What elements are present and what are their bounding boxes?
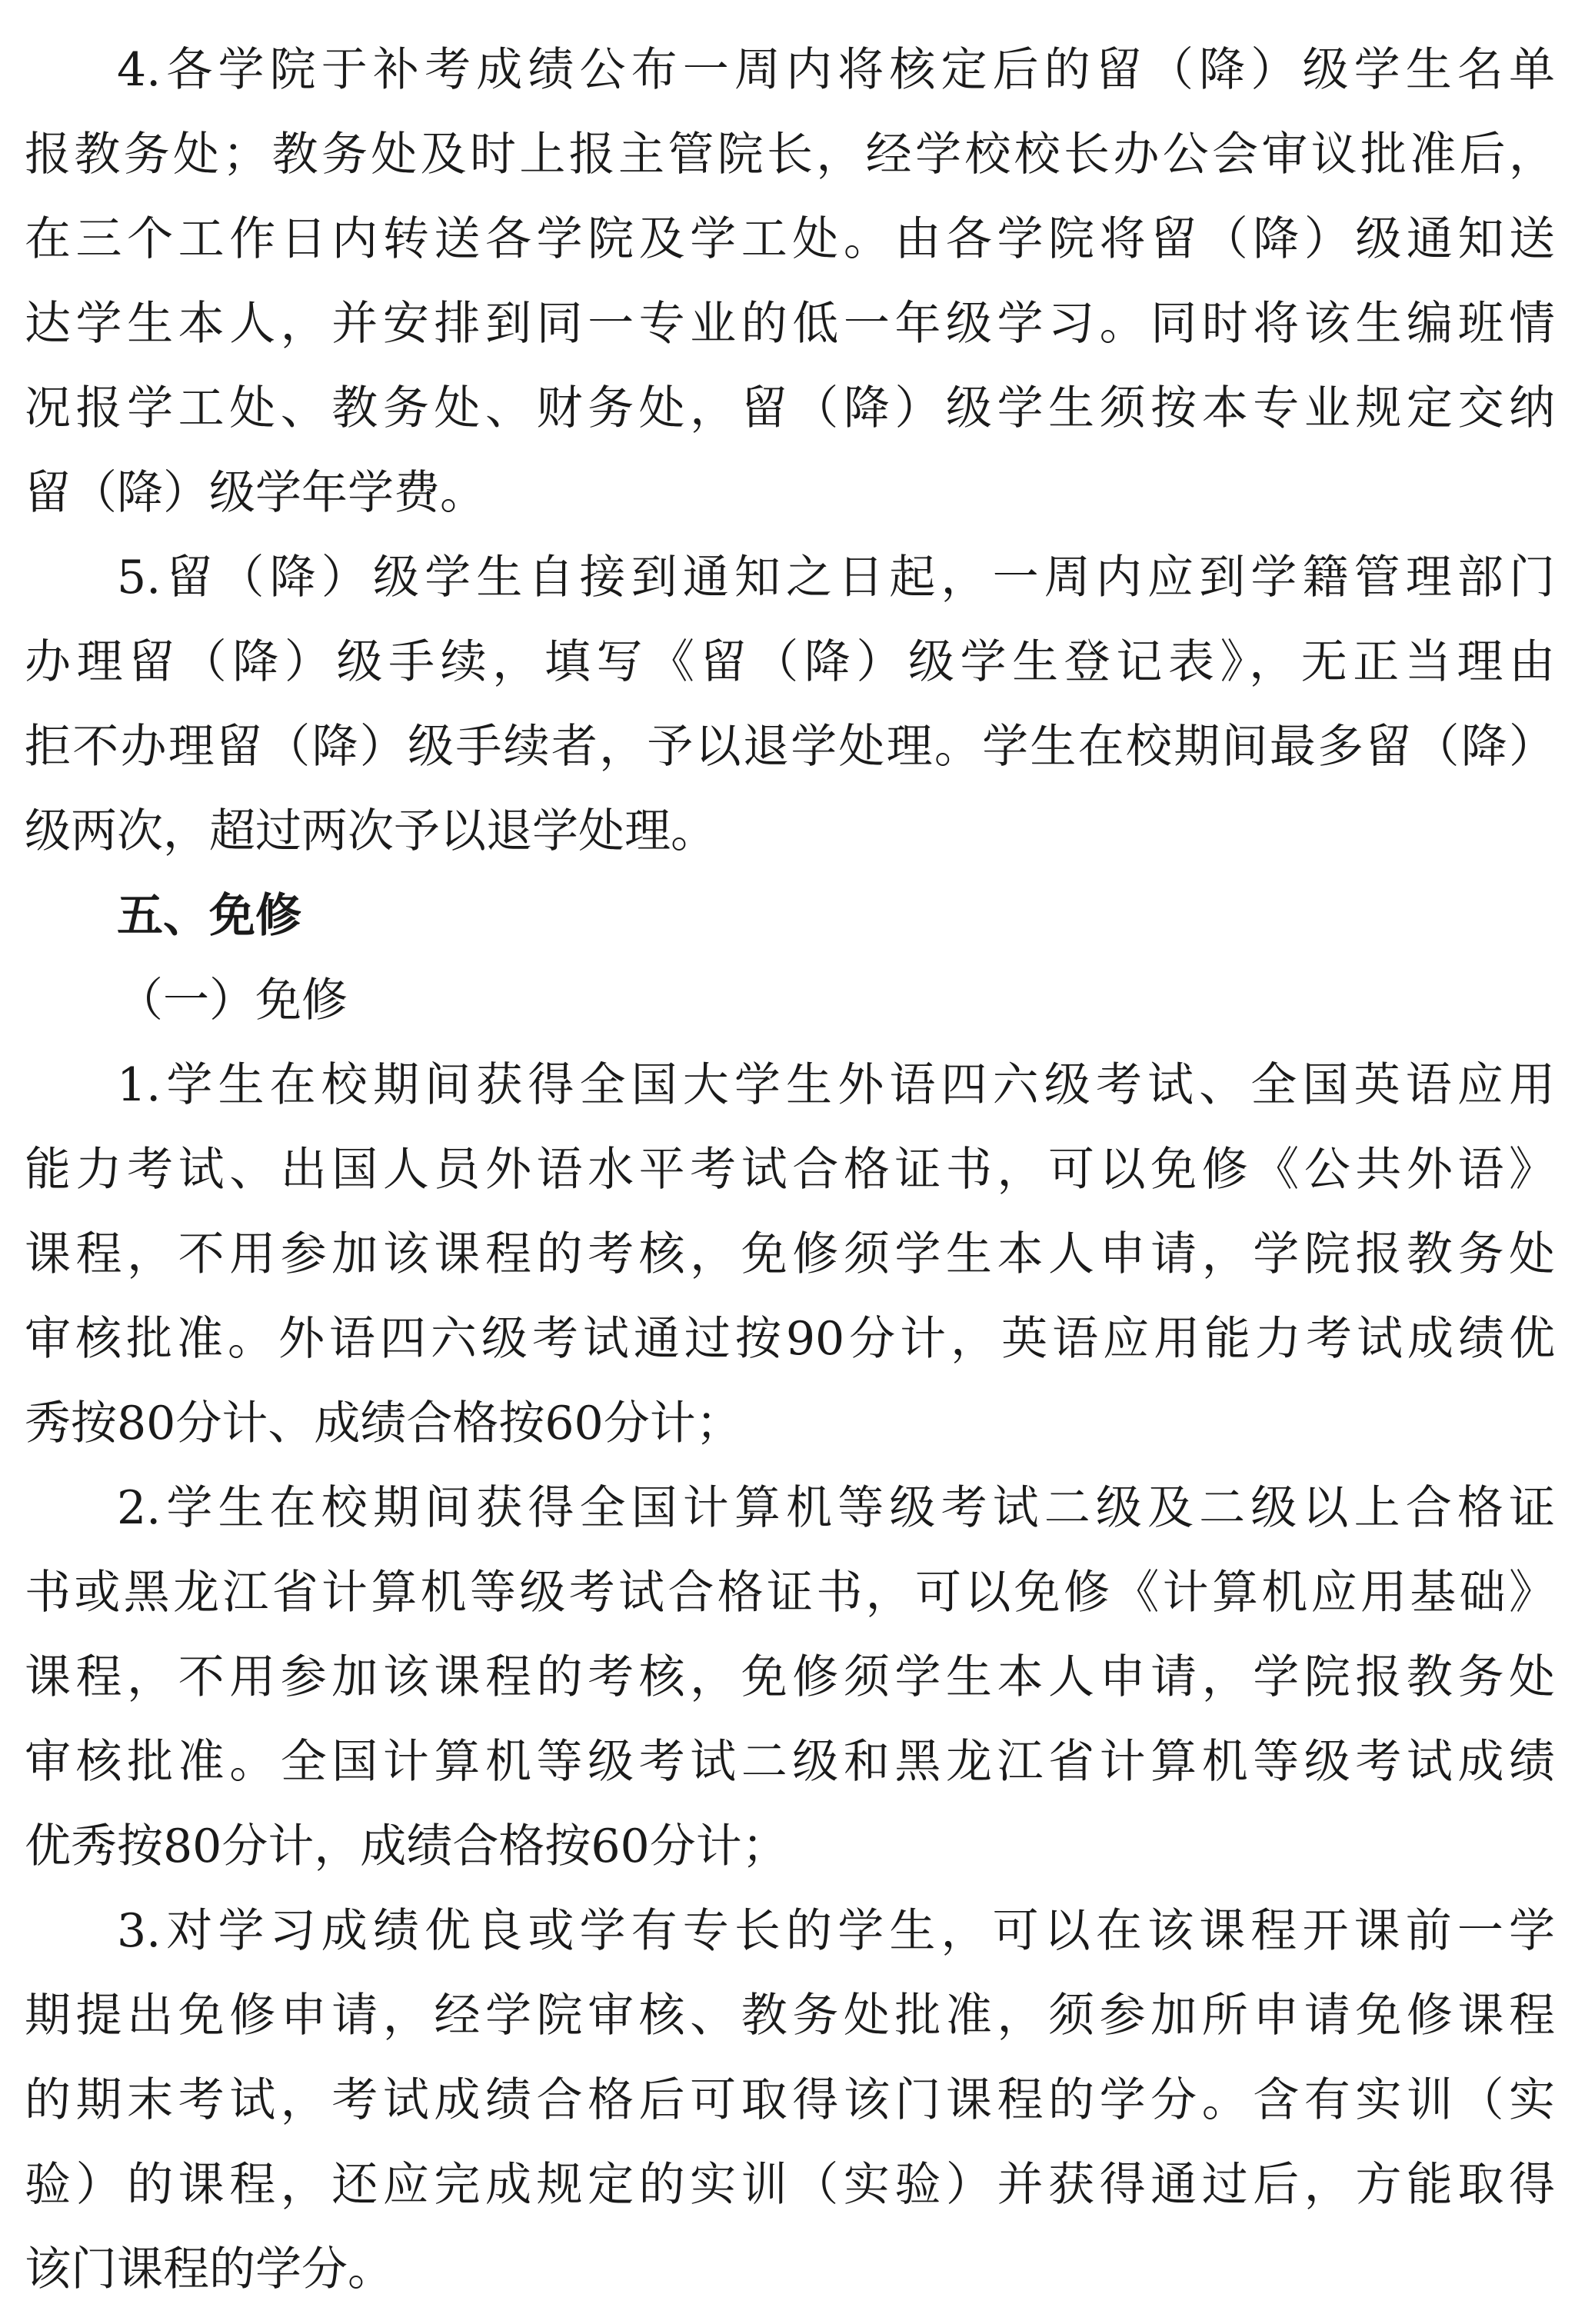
- item-3-line-1: 3.对学习成绩优良或学有专长的学生，可以在该课程开课前一学: [117, 1904, 1555, 1958]
- item-2-line-2: 书或黑龙江省计算机等级考试合格证书，可以免修《计算机应用基础》: [25, 1566, 1555, 1620]
- paragraph-4-line-1: 4.各学院于补考成绩公布一周内将核定后的留（降）级学生名单: [117, 43, 1555, 97]
- paragraph-5-line-4: 级两次，超过两次予以退学处理。: [25, 804, 717, 858]
- paragraph-4-line-5: 况报学工处、教务处、财务处，留（降）级学生须按本专业规定交纳: [25, 381, 1555, 435]
- paragraph-4-line-3: 在三个工作日内转送各学院及学工处。由各学院将留（降）级通知送: [25, 212, 1555, 266]
- paragraph-4-line-4: 达学生本人，并安排到同一专业的低一年级学习。同时将该生编班情: [25, 297, 1555, 351]
- item-3-line-4: 验）的课程，还应完成规定的实训（实验）并获得通过后，方能取得: [25, 2158, 1555, 2212]
- paragraph-5-line-1: 5.留（降）级学生自接到通知之日起，一周内应到学籍管理部门: [117, 551, 1555, 604]
- item-2-line-5: 优秀按80分计，成绩合格按60分计；: [25, 1820, 788, 1873]
- item-2-line-4: 审核批准。全国计算机等级考试二级和黑龙江省计算机等级考试成绩: [25, 1735, 1555, 1789]
- item-1-line-1: 1.学生在校期间获得全国大学生外语四六级考试、全国英语应用: [117, 1058, 1555, 1112]
- item-1-line-5: 秀按80分计、成绩合格按60分计；: [25, 1397, 742, 1450]
- paragraph-5-line-3: 拒不办理留（降）级手续者，予以退学处理。学生在校期间最多留（降）: [25, 720, 1555, 774]
- item-2-line-1: 2.学生在校期间获得全国计算机等级考试二级及二级以上合格证: [117, 1481, 1555, 1535]
- item-3-line-2: 期提出免修申请，经学院审核、教务处批准，须参加所申请免修课程: [25, 1989, 1555, 2043]
- subsection-heading: （一）免修: [117, 974, 348, 1027]
- paragraph-4-line-6: 留（降）级学年学费。: [25, 466, 486, 520]
- item-3-line-3: 的期末考试，考试成绩合格后可取得该门课程的学分。含有实训（实: [25, 2073, 1555, 2127]
- paragraph-5-line-2: 办理留（降）级手续，填写《留（降）级学生登记表》，无正当理由: [25, 635, 1555, 689]
- item-1-line-2: 能力考试、出国人员外语水平考试合格证书，可以免修《公共外语》: [25, 1143, 1555, 1197]
- item-2-line-3: 课程，不用参加该课程的考核，免修须学生本人申请，学院报教务处: [25, 1650, 1555, 1704]
- item-1-line-4: 审核批准。外语四六级考试通过按90分计，英语应用能力考试成绩优: [25, 1312, 1555, 1366]
- item-3-line-5: 该门课程的学分。: [25, 2242, 394, 2296]
- paragraph-4-line-2: 报教务处；教务处及时上报主管院长，经学校校长办公会审议批准后，: [25, 128, 1555, 181]
- item-1-line-3: 课程，不用参加该课程的考核，免修须学生本人申请，学院报教务处: [25, 1227, 1555, 1281]
- section-heading: 五、免修: [117, 889, 301, 943]
